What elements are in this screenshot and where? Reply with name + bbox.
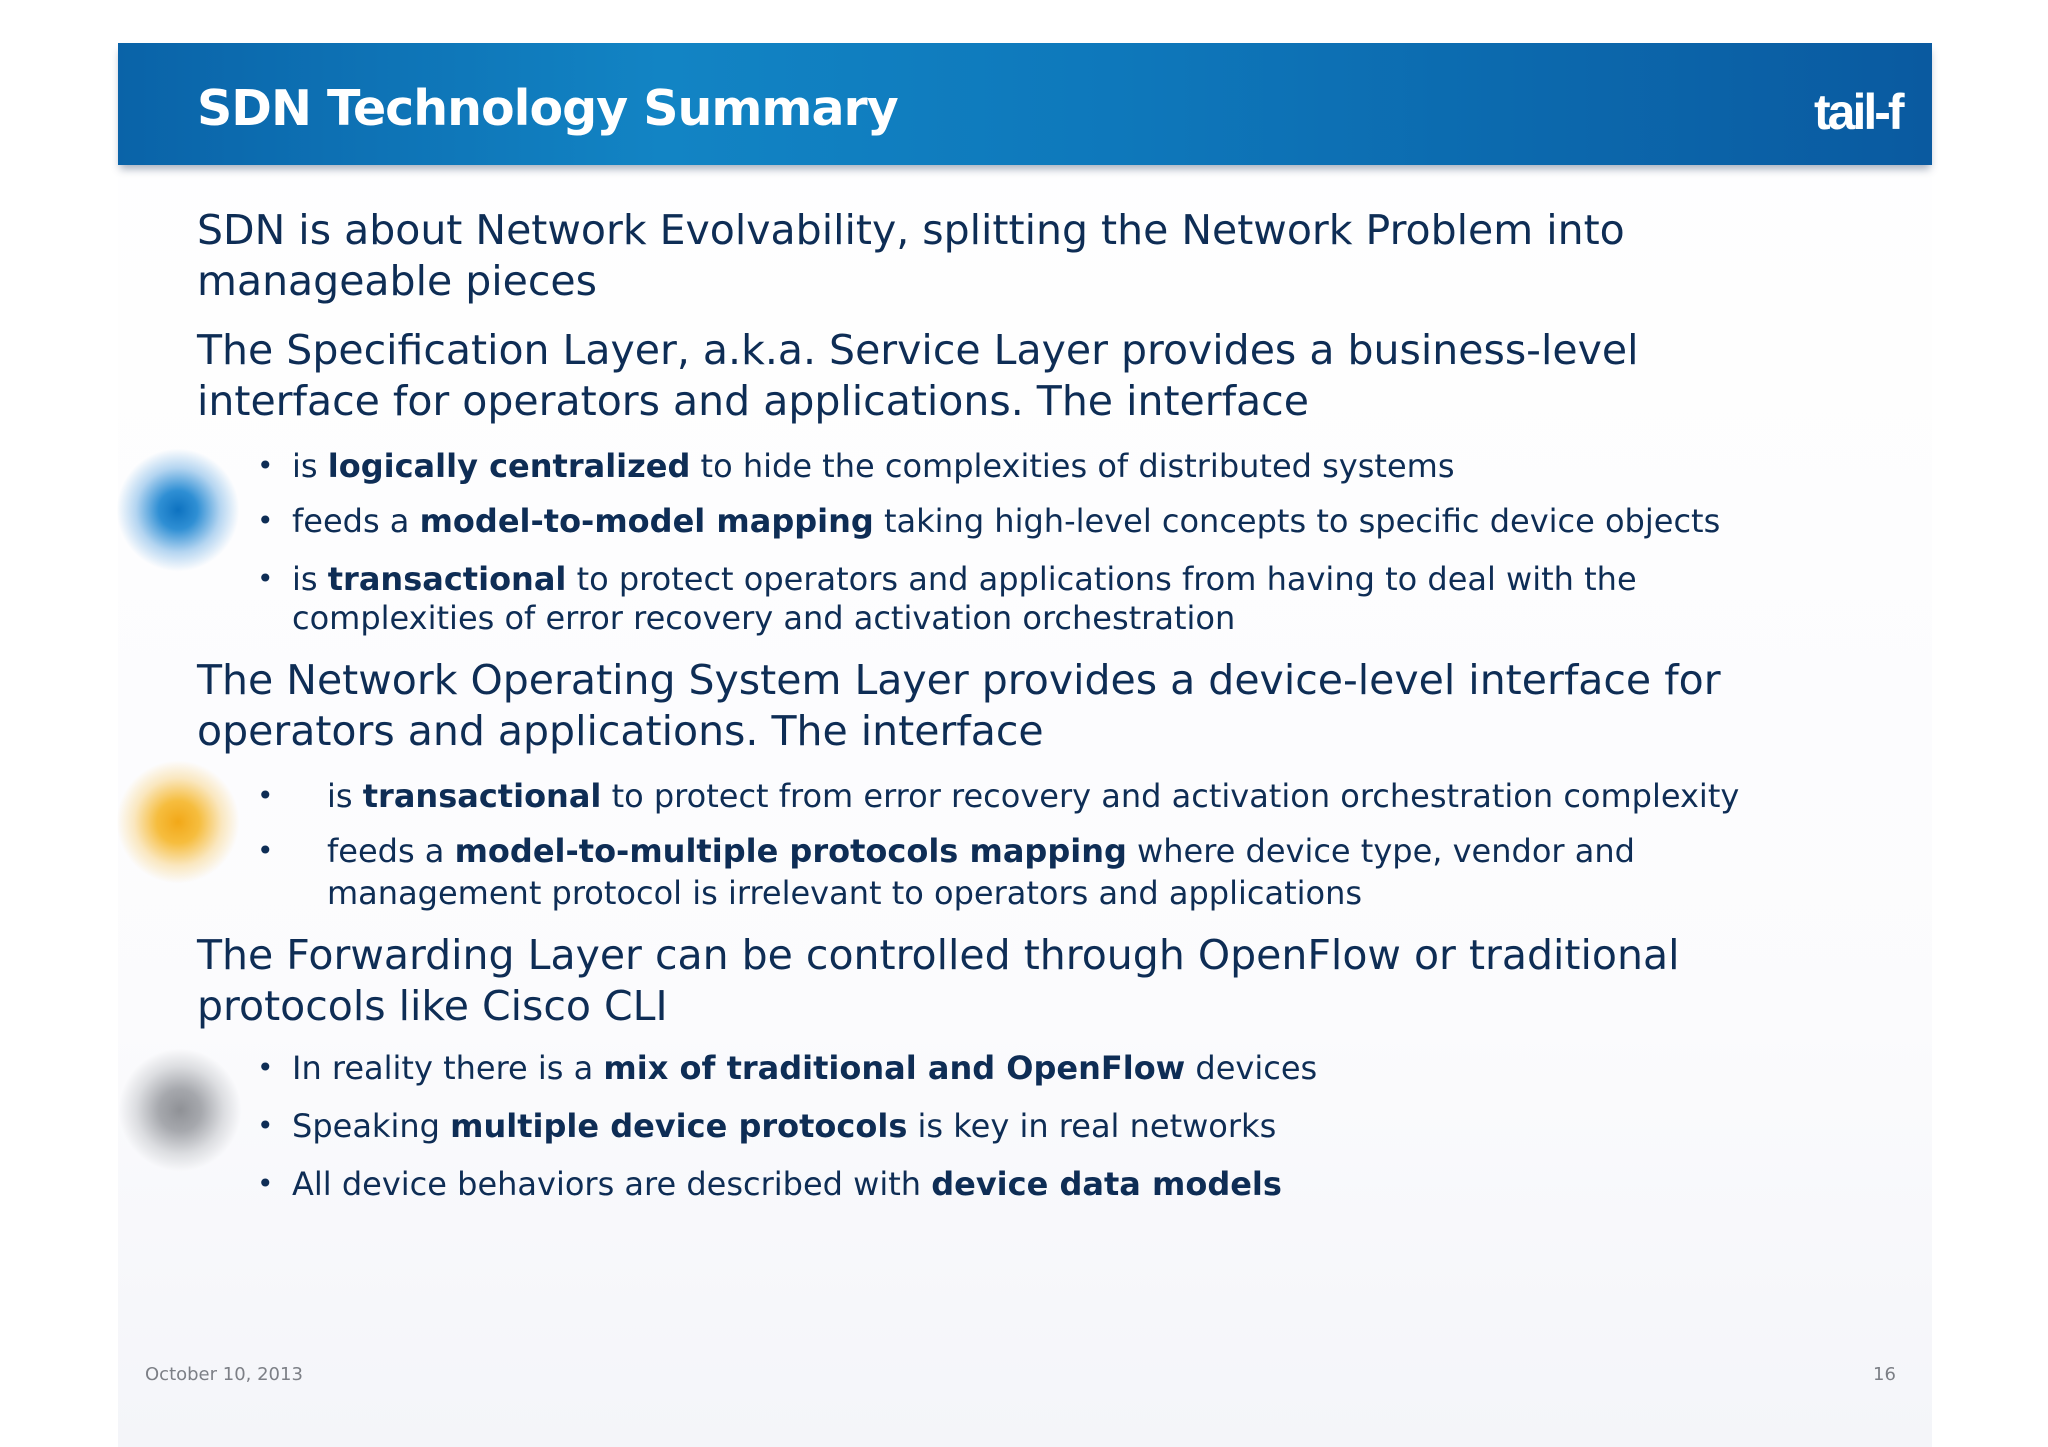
nos-layer-heading-1: The Network Operating System Layer provides a device-level interface for xyxy=(197,656,1721,704)
spec-bullet-3: is transactional to protect operators and applications from having to deal with the xyxy=(292,560,1637,598)
forwarding-bullet-1: In reality there is a mix of traditional and OpenFlow devices xyxy=(292,1049,1318,1087)
spec-bullet-3-continuation: complexities of error recovery and activation orchestration xyxy=(292,599,1236,637)
bullet-dot-icon: • xyxy=(257,1051,274,1084)
gray-orb-icon xyxy=(118,1048,242,1172)
bullet-dot-icon: • xyxy=(257,834,274,867)
blue-orb-icon xyxy=(116,448,240,572)
spec-layer-heading-1: The Specification Layer, a.k.a. Service Layer provides a business-level xyxy=(197,326,1639,374)
nos-bullet-2-continuation: management protocol is irrelevant to operators and applications xyxy=(327,874,1363,912)
page-number: 16 xyxy=(1873,1364,1896,1385)
forwarding-layer-heading-1: The Forwarding Layer can be controlled through OpenFlow or traditional xyxy=(197,931,1680,979)
tail-f-logo: tail-f xyxy=(1814,84,1902,140)
forwarding-bullet-2: Speaking multiple device protocols is key in real networks xyxy=(292,1107,1277,1145)
bullet-dot-icon: • xyxy=(257,1109,274,1142)
nos-layer-heading-2: operators and applications. The interface xyxy=(197,707,1044,755)
spec-layer-heading-2: interface for operators and applications. The interface xyxy=(197,377,1309,425)
slide-title: SDN Technology Summary xyxy=(197,80,898,137)
bullet-dot-icon: • xyxy=(257,449,274,482)
nos-bullet-1: is transactional to protect from error recovery and activation orchestration complexity xyxy=(327,777,1740,815)
bullet-dot-icon: • xyxy=(257,504,274,537)
amber-orb-icon xyxy=(116,760,240,884)
spec-bullet-2: feeds a model-to-model mapping taking high-level concepts to specific device objects xyxy=(292,502,1721,540)
intro-line-2: manageable pieces xyxy=(197,257,597,305)
spec-bullet-1: is logically centralized to hide the complexities of distributed systems xyxy=(292,447,1455,485)
forwarding-bullet-3: All device behaviors are described with device data models xyxy=(292,1165,1282,1203)
forwarding-layer-heading-2: protocols like Cisco CLI xyxy=(197,982,668,1030)
intro-line-1: SDN is about Network Evolvability, splitting the Network Problem into xyxy=(197,206,1625,254)
footer-date: October 10, 2013 xyxy=(145,1364,303,1385)
nos-bullet-2: feeds a model-to-multiple protocols mapping where device type, vendor and xyxy=(327,832,1635,870)
bullet-dot-icon: • xyxy=(257,1167,274,1200)
bullet-dot-icon: • xyxy=(257,562,274,595)
bullet-dot-icon: • xyxy=(257,779,274,812)
